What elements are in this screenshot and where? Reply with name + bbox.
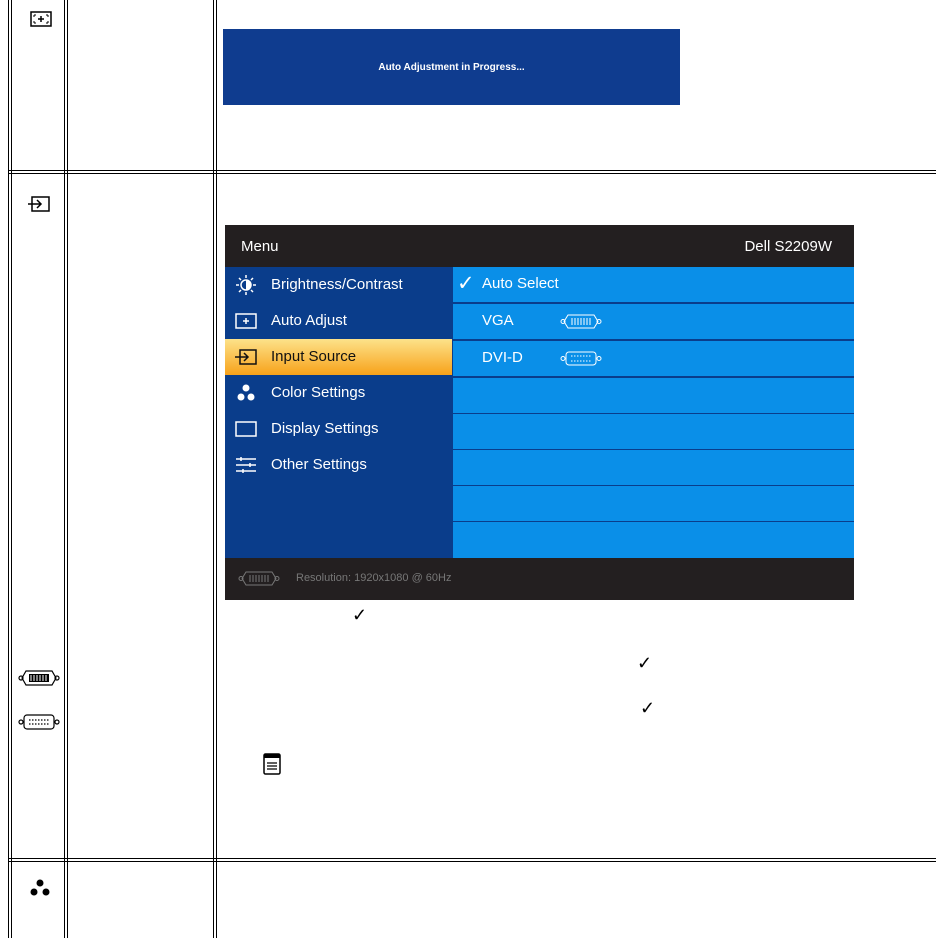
auto-adjust-progress-text: Auto Adjustment in Progress... — [378, 61, 525, 73]
option-empty — [453, 450, 854, 485]
menu-button-icon — [263, 753, 281, 775]
osd-main-menu — [225, 267, 452, 558]
input-source-icon — [27, 195, 51, 213]
checkmark-icon: ✓ — [457, 272, 475, 295]
osd-header — [225, 225, 854, 267]
vga-connector-icon — [238, 571, 280, 586]
row-divider-2 — [8, 858, 936, 862]
vga-connector-icon — [560, 314, 602, 329]
auto-adjust-progress-banner — [223, 29, 680, 105]
option-dvi-d[interactable] — [453, 341, 854, 376]
table-border-col1 — [64, 0, 68, 938]
option-empty — [453, 378, 854, 413]
menu-item-label: Auto Adjust — [271, 312, 347, 329]
option-label: Auto Select — [482, 275, 559, 292]
dvi-connector-icon — [18, 714, 60, 730]
menu-item-label: Color Settings — [271, 384, 366, 401]
option-auto-select[interactable] — [453, 267, 854, 302]
menu-item-auto-adjust[interactable] — [225, 303, 452, 339]
menu-item-brightness-contrast[interactable] — [225, 267, 452, 303]
menu-item-label: Display Settings — [271, 420, 379, 437]
menu-item-input-source[interactable] — [225, 339, 452, 375]
option-label: VGA — [482, 312, 514, 329]
display-settings-icon — [235, 419, 257, 439]
menu-item-color-settings[interactable] — [225, 375, 452, 411]
auto-adjust-icon — [30, 11, 52, 27]
table-border-col2 — [213, 0, 217, 938]
row-divider-1 — [8, 170, 936, 174]
osd-model-name: Dell S2209W — [744, 238, 832, 255]
menu-item-label: Brightness/Contrast — [271, 276, 403, 293]
auto-adjust-icon — [235, 311, 257, 331]
brightness-icon — [235, 275, 257, 295]
option-vga[interactable] — [453, 304, 854, 339]
menu-item-label: Input Source — [271, 348, 357, 365]
other-settings-icon — [235, 455, 257, 475]
color-settings-icon — [29, 878, 51, 898]
option-empty — [453, 522, 854, 558]
osd-footer — [225, 558, 854, 600]
option-label: DVI-D — [482, 349, 523, 366]
menu-item-display-settings[interactable] — [225, 411, 452, 447]
dvi-connector-icon — [560, 351, 602, 366]
option-empty — [453, 414, 854, 449]
checkmark-icon: ✓ — [640, 698, 656, 718]
resolution-status: Resolution: 1920x1080 @ 60Hz — [296, 572, 452, 584]
osd-menu — [225, 225, 854, 600]
osd-submenu — [452, 267, 854, 558]
checkmark-icon: ✓ — [637, 653, 653, 673]
osd-menu-label: Menu — [241, 238, 279, 255]
color-settings-icon — [235, 383, 257, 403]
checkmark-icon: ✓ — [352, 605, 368, 625]
input-source-icon — [235, 347, 257, 367]
menu-item-label: Other Settings — [271, 456, 367, 473]
vga-connector-icon — [18, 670, 60, 686]
menu-item-other-settings[interactable] — [225, 447, 452, 483]
option-empty — [453, 486, 854, 521]
table-border-left — [8, 0, 12, 938]
